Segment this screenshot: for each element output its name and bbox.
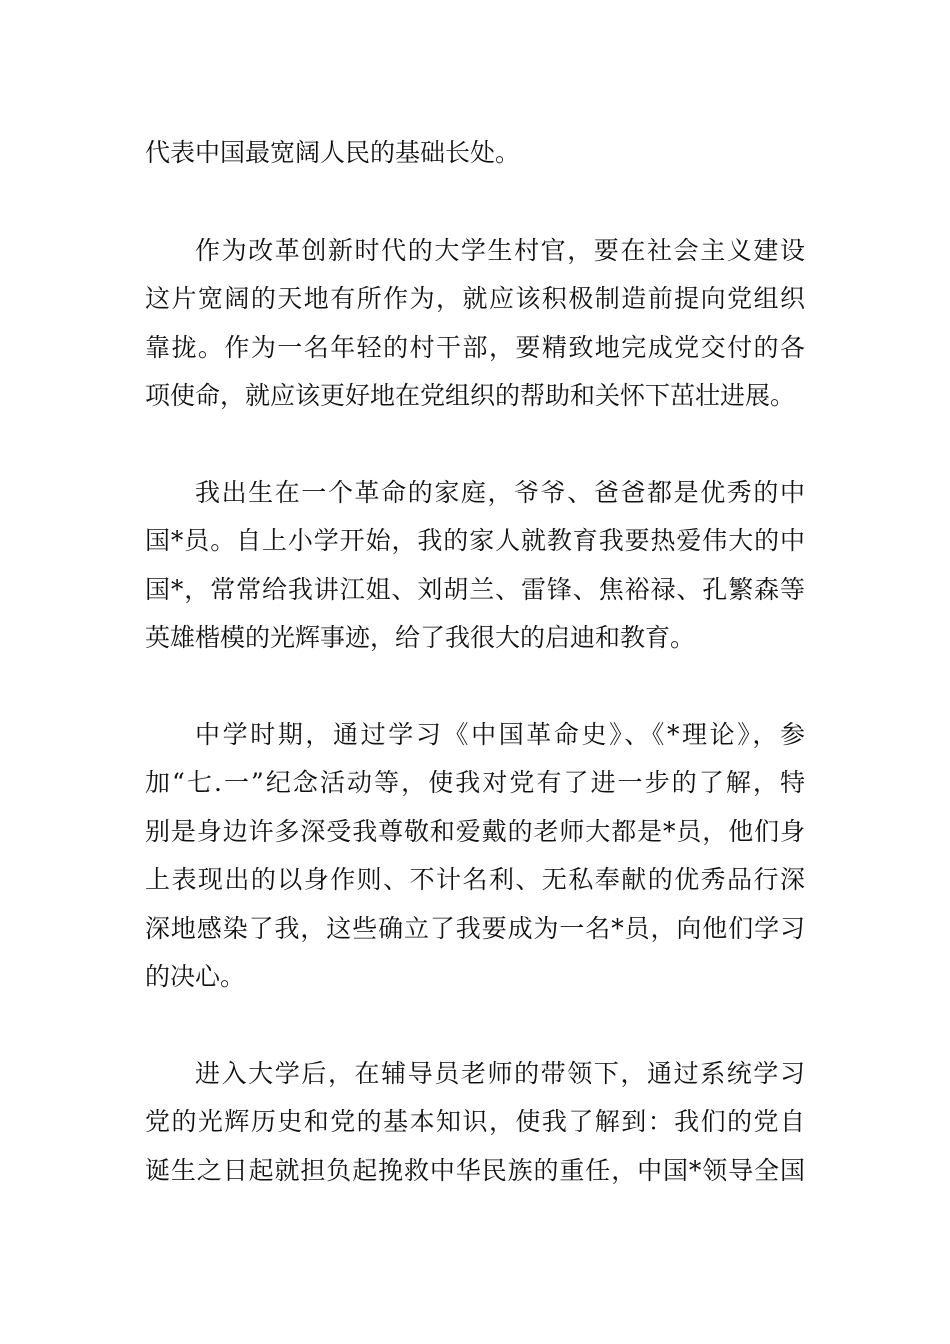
- paragraph-3-line-2: 国*员。自上小学开始，我的家人就教育我要热爱伟大的中: [145, 526, 805, 555]
- paragraph-4-line-5: 深地感染了我，这些确立了我要成为一名*员，向他们学习: [145, 914, 805, 943]
- paragraph-5-line-3: 诞生之日起就担负起挽救中华民族的重任，中国*领导全国: [145, 1156, 805, 1185]
- paragraph-4-line-4: 上表现出的以身作则、不计名利、无私奉献的优秀品行深: [145, 865, 805, 894]
- paragraph-4-line-2: 加“七.一”纪念活动等，使我对党有了进一步的了解，特: [145, 768, 805, 797]
- paragraph-3-line-1: 我出生在一个革命的家庭，爷爷、爸爸都是优秀的中: [195, 478, 805, 507]
- paragraph-4-line-6: 的决心。: [145, 962, 246, 991]
- paragraph-4-line-3: 别是身边许多深受我尊敬和爱戴的老师大都是*员，他们身: [145, 817, 805, 846]
- paragraph-4-line-1: 中学时期，通过学习《中国革命史》、《*理论》，参: [195, 720, 805, 749]
- paragraph-5-line-2: 党的光辉历史和党的基本知识，使我了解到：我们的党自: [145, 1107, 805, 1136]
- paragraph-2-line-2: 这片宽阔的天地有所作为，就应该积极制造前提向党组织: [145, 284, 805, 313]
- paragraph-3-line-3: 国*，常常给我讲江姐、刘胡兰、雷锋、焦裕禄、孔繁森等: [145, 575, 805, 604]
- paragraph-2-line-4: 项使命，就应该更好地在党组织的帮助和关怀下茁壮进展。: [145, 381, 796, 410]
- paragraph-5-line-1: 进入大学后，在辅导员老师的带领下，通过系统学习: [195, 1059, 805, 1088]
- paragraph-3-line-4: 英雄楷模的光辉事迹，给了我很大的启迪和教育。: [145, 623, 696, 652]
- paragraph-1-line-1: 代表中国最宽阔人民的基础长处。: [145, 138, 521, 167]
- paragraph-2-line-3: 靠拢。作为一名年轻的村干部，要精致地完成党交付的各: [145, 333, 805, 362]
- paragraph-2-line-1: 作为改革创新时代的大学生村官，要在社会主义建设: [195, 236, 805, 265]
